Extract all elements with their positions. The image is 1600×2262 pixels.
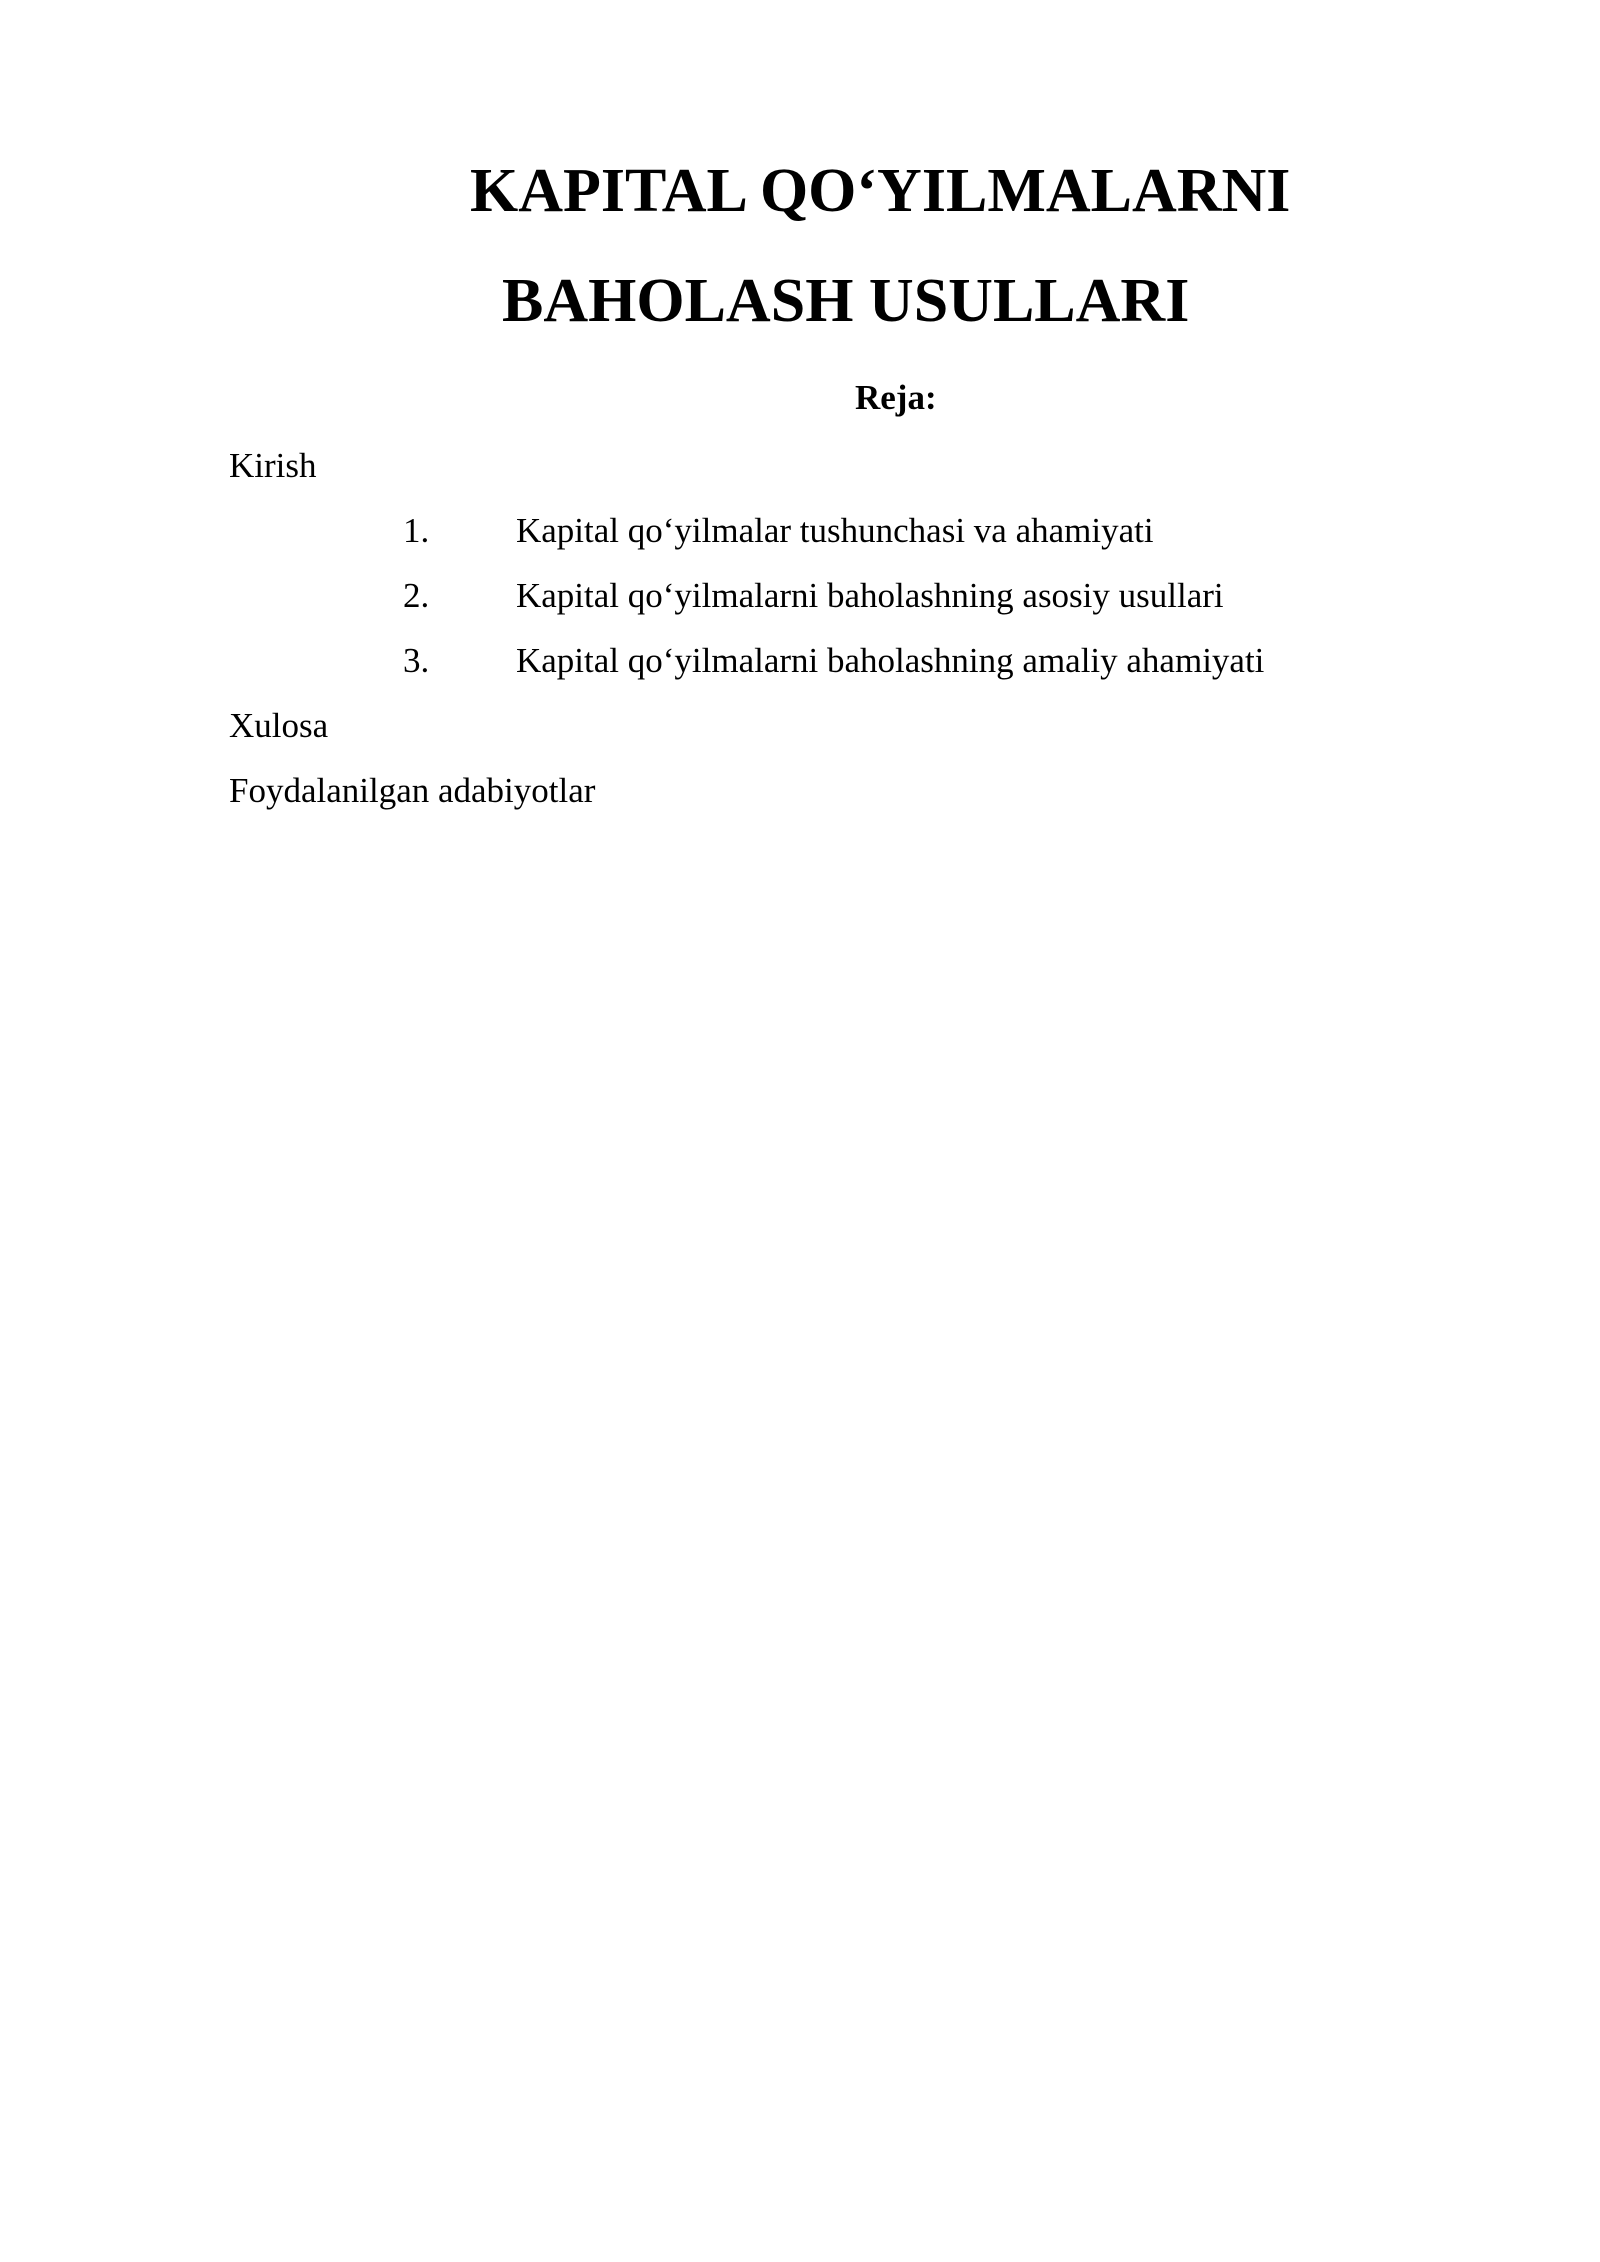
- plan-item-number: 1.: [403, 511, 430, 550]
- title-text-2: BAHOLASH USULLARI: [502, 267, 1190, 335]
- plan-item-text: Kapital qo‘yilmalarni baholashning asosiy usullari: [516, 576, 1224, 615]
- plan-list-item: [0, 513, 1600, 557]
- plan-item-text: Kapital qo‘yilmalarni baholashning amaliy ahamiyati: [516, 641, 1265, 680]
- plan-intro: Kirish: [229, 446, 317, 485]
- title-text-1: KAPITAL QO‘YILMALARNI: [470, 157, 1291, 225]
- plan-references: Foydalanilgan adabiyotlar: [229, 771, 596, 810]
- plan-list-item: [0, 578, 1600, 622]
- plan-heading: Reja:: [855, 378, 937, 417]
- plan-list-item: [0, 643, 1600, 687]
- plan-item-number: 2.: [403, 576, 430, 615]
- plan-item-text: Kapital qo‘yilmalar tushunchasi va ahamiyati: [516, 511, 1154, 550]
- plan-item-number: 3.: [403, 641, 430, 680]
- plan-conclusion: Xulosa: [229, 706, 329, 745]
